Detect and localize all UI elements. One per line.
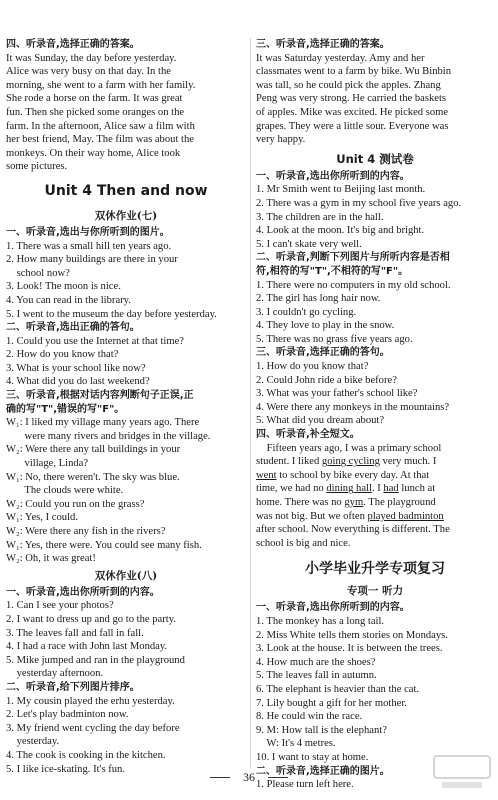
cloze-answer: dining hall bbox=[326, 483, 372, 495]
passage-line: her best friend, May. The film was about the bbox=[6, 134, 194, 146]
dialogue bbox=[6, 416, 246, 566]
section-title: 四、听录音,补全短文。 bbox=[256, 429, 360, 441]
section-title: 一、听录音,选出你所听到的内容。 bbox=[256, 170, 410, 182]
cloze-answer: played badminton bbox=[367, 510, 444, 522]
list-item: 3. I couldn't go cycling. bbox=[256, 306, 357, 318]
cloze-line: Fifteen years ago, I was a primary school bbox=[256, 442, 442, 454]
cloze-answer: had bbox=[383, 483, 399, 495]
list-item: 1. Could you use the Internet at that time? bbox=[6, 335, 184, 347]
passage-line: some pictures. bbox=[6, 161, 68, 173]
section-title: 二、听录音,选择正确的图片。 bbox=[256, 765, 390, 777]
list-item: 3. What was your father's school like? bbox=[256, 388, 418, 400]
cloze-line: school is big and nice. bbox=[256, 537, 351, 549]
list-item: 2. How many buildings are there in your bbox=[6, 254, 178, 266]
list-item: 2. Let's play badminton now. bbox=[6, 709, 129, 721]
dialogue-line: The clouds were white. bbox=[6, 485, 124, 497]
homework-8-title: 双休作业(八) bbox=[94, 569, 158, 582]
list-item: 10. I want to stay at home. bbox=[256, 751, 369, 763]
cloze-text: lunch at bbox=[398, 483, 436, 495]
list-item: 6. The elephant is heavier than the cat. bbox=[256, 683, 420, 695]
dialogue-line: W₁: Yes, there were. You could see many fish. bbox=[6, 539, 202, 551]
list-item: 2. There was a gym in my school five years ago. bbox=[256, 197, 462, 209]
list-item: 1. The monkey has a long tail. bbox=[256, 615, 385, 627]
list-item: 2. I want to dress up and go to the party. bbox=[6, 613, 176, 625]
list-hw7-s2 bbox=[6, 335, 246, 389]
list-item: 5. I like ice-skating. It's fun. bbox=[6, 763, 125, 775]
section-title: 符,相符的写"T",不相符的写"F"。 bbox=[256, 265, 409, 277]
dialogue-line: W₁: Yes, I could. bbox=[6, 512, 78, 524]
list-item: 1. There was a small hill ten years ago. bbox=[6, 240, 172, 252]
list-item: 5. I went to the museum the day before yesterday. bbox=[6, 308, 217, 320]
list-item: 2. Miss White tells them stories on Mondays. bbox=[256, 629, 448, 641]
passage-line: fun. Then she picked some oranges on the bbox=[6, 106, 185, 118]
list-item: 2. How do you know that? bbox=[6, 349, 119, 361]
cloze-text: to school by bike every day. At that bbox=[276, 469, 430, 481]
cloze-text: time, we had no bbox=[256, 483, 327, 495]
list-item: 5. Mike jumped and ran in the playground bbox=[6, 654, 185, 666]
list-item: 4. Look at the moon. It's big and bright. bbox=[256, 225, 425, 237]
passage-line: Peng was very strong. He carried the baskets bbox=[256, 93, 447, 105]
list-item: 1. My cousin played the erhu yesterday. bbox=[6, 695, 175, 707]
list-item: 3. Look! The moon is nice. bbox=[6, 281, 121, 293]
cloze-text: student. I liked bbox=[256, 456, 322, 468]
cloze-line bbox=[256, 469, 494, 483]
dialogue-line: village, Linda? bbox=[6, 458, 89, 470]
cloze-text: very much. I bbox=[379, 456, 437, 468]
section-title: 确的写"T",错误的写"F"。 bbox=[6, 403, 125, 415]
cloze-text: . I bbox=[371, 483, 384, 495]
list-item: 5. I can't skate very well. bbox=[256, 238, 362, 250]
section-title: 二、听录音,选出正确的答句。 bbox=[6, 322, 140, 334]
watermark-logo-icon bbox=[432, 752, 492, 792]
list-item: 4. You can read in the library. bbox=[6, 294, 131, 306]
section-title: 二、听录音,给下列图片排序。 bbox=[6, 681, 140, 693]
dialogue-line: W₂: Could you run on the grass? bbox=[6, 498, 145, 510]
dialogue-line: W₁: I liked my village many years ago. There bbox=[6, 417, 200, 429]
cloze-answer: going cycling bbox=[321, 456, 380, 468]
passage-line: It was Saturday yesterday. Amy and her bbox=[256, 52, 425, 64]
section-title: 三、听录音,根据对话内容判断句子正误,正 bbox=[6, 390, 194, 402]
dialogue-line: W₂: Oh, it was great! bbox=[6, 553, 96, 565]
unit-test-title: Unit 4 测试卷 bbox=[336, 151, 414, 166]
column-divider bbox=[250, 38, 251, 768]
dialogue-line: were many rivers and bridges in the village. bbox=[6, 430, 211, 442]
list-test-s1 bbox=[256, 183, 494, 251]
list-item: school now? bbox=[6, 267, 70, 279]
right-column bbox=[256, 38, 494, 792]
list-item: W: It's 4 metres. bbox=[256, 738, 336, 750]
passage-line: morning, she went to a farm with her family. bbox=[6, 79, 196, 91]
list-item: 4. I had a race with John last Monday. bbox=[6, 641, 168, 653]
homework-7-title: 双休作业(七) bbox=[94, 209, 158, 222]
section-title: 三、听录音,选择正确的答句。 bbox=[256, 347, 390, 359]
unit-title: Unit 4 Then and now bbox=[44, 182, 208, 199]
passage-line: was tall, so he could pick the apples. Zhang bbox=[256, 79, 441, 91]
list-review-s1 bbox=[256, 615, 494, 765]
list-item: 1. Please turn left here. bbox=[256, 779, 354, 791]
list-hw8-s2 bbox=[6, 695, 246, 777]
list-item: 4. They love to play in the snow. bbox=[256, 320, 395, 332]
list-item: 4. How much are the shoes? bbox=[256, 656, 376, 668]
cloze-text: was not big. But we often bbox=[256, 510, 368, 522]
list-hw7-s1 bbox=[6, 240, 246, 322]
cloze-line: after school. Now everything is different. The bbox=[256, 524, 450, 536]
section-title: 四、听录音,选择正确的答案。 bbox=[6, 39, 140, 50]
dialogue-line: W₁: No, there weren't. The sky was blue. bbox=[6, 471, 180, 483]
section-title: 一、听录音,选出你所听到的内容。 bbox=[256, 602, 410, 614]
list-item: 4. What did you do last weekend? bbox=[6, 376, 150, 388]
cloze-line bbox=[256, 510, 494, 524]
cloze-text: home. There was no bbox=[256, 497, 345, 508]
list-test-s2 bbox=[256, 279, 494, 347]
passage-line: of apples. Mike was excited. He picked some bbox=[256, 106, 449, 118]
list-item: yesterday. bbox=[6, 736, 60, 748]
topic-title: 专项一 听力 bbox=[346, 585, 404, 598]
list-item: 3. The leaves fall and fall in fall. bbox=[6, 627, 144, 639]
list-test-s3 bbox=[256, 360, 494, 428]
left-column bbox=[6, 38, 246, 776]
section-title: 二、听录音,判断下列图片与所听内容是否相 bbox=[256, 252, 450, 264]
passage-line: classmates went to a farm by bike. Wu Binbin bbox=[256, 66, 452, 78]
list-item: 3. My friend went cycling the day before bbox=[6, 722, 180, 734]
list-item: 2. Could John ride a bike before? bbox=[256, 374, 397, 386]
passage-line: grapes. They were a little sour. Everyone was bbox=[256, 120, 449, 132]
cloze-text: . The playground bbox=[363, 497, 436, 508]
list-item: 8. He could win the race. bbox=[256, 711, 363, 723]
list-item: 1. There were no computers in my old school. bbox=[256, 279, 451, 291]
list-item: 3. Look at the house. It is between the trees. bbox=[256, 643, 443, 655]
cloze-answer: went bbox=[256, 469, 277, 481]
list-item: 4. Were there any monkeys in the mountains? bbox=[256, 401, 450, 413]
page-number-rule bbox=[268, 777, 288, 778]
list-item: yesterday afternoon. bbox=[6, 668, 104, 680]
passage-line: farm. In the afternoon, Alice saw a film with bbox=[6, 120, 195, 132]
list-item: 5. There was no grass five years ago. bbox=[256, 333, 413, 345]
list-item: 7. Lily bought a gift for her mother. bbox=[256, 697, 407, 709]
dialogue-line: W₂: Were there any tall buildings in your bbox=[6, 444, 181, 456]
list-item: 1. Mr Smith went to Beijing last month. bbox=[256, 184, 426, 196]
section-title: 一、听录音,选出与你所听到的图片。 bbox=[6, 226, 170, 238]
list-item: 5. What did you dream about? bbox=[256, 415, 385, 427]
section-title: 一、听录音,选出你所听到的内容。 bbox=[6, 586, 160, 598]
cloze-line bbox=[256, 496, 494, 510]
list-hw8-s1 bbox=[6, 599, 246, 681]
list-item: 2. The girl has long hair now. bbox=[256, 293, 381, 305]
cloze-line bbox=[256, 455, 494, 469]
cloze-line bbox=[256, 482, 494, 496]
passage-left bbox=[6, 52, 246, 174]
list-item: 1. Can I see your photos? bbox=[6, 600, 114, 612]
passage-line: It was Sunday, the day before yesterday. bbox=[6, 52, 177, 64]
review-title: 小学毕业升学专项复习 bbox=[305, 561, 445, 578]
dialogue-line: W₂: Were there any fish in the rivers? bbox=[6, 526, 166, 537]
passage-line: monkeys. On their way home, Alice took bbox=[6, 147, 181, 159]
passage-line: Alice was very busy on that day. In the bbox=[6, 66, 171, 78]
list-item: 9. M: How tall is the elephant? bbox=[256, 724, 387, 736]
list-item: 4. The cook is cooking in the kitchen. bbox=[6, 749, 166, 761]
cloze-passage bbox=[256, 442, 494, 551]
section-title: 三、听录音,选择正确的答案。 bbox=[256, 39, 390, 50]
list-item: 3. The children are in the hall. bbox=[256, 211, 384, 223]
passage-line: She rode a horse on the farm. It was great bbox=[6, 93, 183, 105]
cloze-answer: gym bbox=[344, 497, 364, 508]
list-item: 5. The leaves fall in autumn. bbox=[256, 670, 377, 682]
passage-line: very happy. bbox=[256, 134, 306, 146]
list-item: 1. How do you know that? bbox=[256, 361, 369, 373]
list-item: 3. What is your school like now? bbox=[6, 362, 146, 374]
passage-right bbox=[256, 52, 494, 147]
page-number: 36 bbox=[243, 770, 255, 784]
